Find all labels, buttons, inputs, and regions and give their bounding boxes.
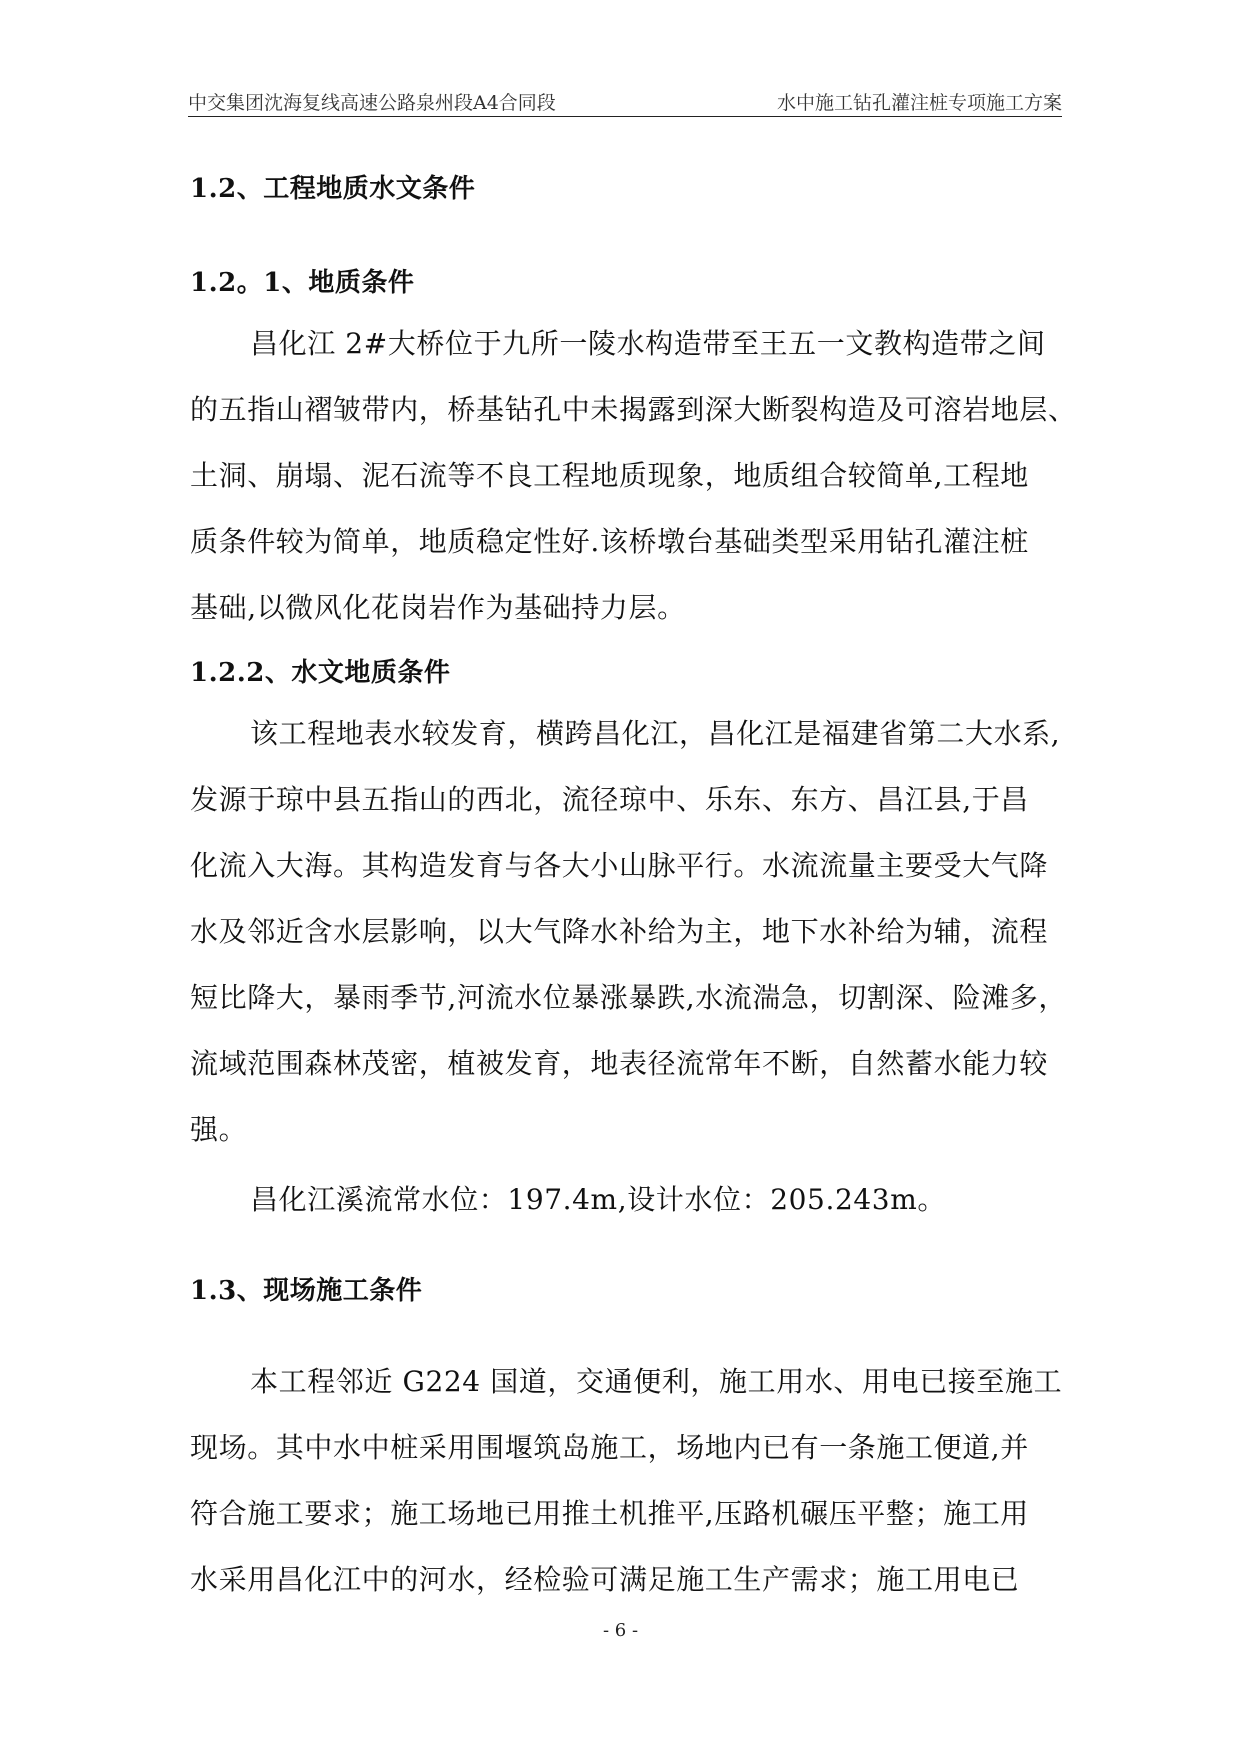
page-header xyxy=(188,86,1062,117)
paragraph-line: 水及邻近含水层影响，以大气降水补给为主，地下水补给为辅，流程 xyxy=(190,915,1049,948)
paragraph-line: 符合施工要求；施工场地已用推土机推平,压路机碾压平整；施工用 xyxy=(190,1497,1029,1530)
header-project-name: 中交集团沈海复线高速公路泉州段A4合同段 xyxy=(188,92,556,114)
paragraph-line: 该工程地表水较发育，横跨昌化江，昌化江是福建省第二大水系, xyxy=(250,717,1061,750)
paragraph-line: 质条件较为简单，地质稳定性好.该桥墩台基础类型采用钻孔灌注桩 xyxy=(190,525,1029,558)
paragraph-line: 的五指山褶皱带内，桥基钻孔中未揭露到深大断裂构造及可溶岩地层、 xyxy=(190,393,1077,426)
paragraph-line: 土洞、崩塌、泥石流等不良工程地质现象，地质组合较简单,工程地 xyxy=(190,459,1029,492)
paragraph-line: 本工程邻近 G224 国道，交通便利，施工用水、用电已接至施工 xyxy=(250,1365,1063,1398)
paragraph-line: 水采用昌化江中的河水，经检验可满足施工生产需求；施工用电已 xyxy=(190,1563,1020,1596)
section-heading-1-2: 1.2、工程地质水文条件 xyxy=(190,174,476,204)
section-heading-1-2-1: 1.2。1、地质条件 xyxy=(190,268,415,298)
paragraph-line: 现场。其中水中桩采用围堰筑岛施工，场地内已有一条施工便道,并 xyxy=(190,1431,1029,1464)
paragraph-line: 流域范围森林茂密，植被发育，地表径流常年不断，自然蓄水能力较 xyxy=(190,1047,1049,1080)
paragraph-line: 基础,以微风化花岗岩作为基础持力层。 xyxy=(190,591,686,624)
section-heading-1-3: 1.3、现场施工条件 xyxy=(190,1276,423,1306)
paragraph-line: 昌化江 2#大桥位于九所一陵水构造带至王五一文教构造带之间 xyxy=(250,327,1046,360)
paragraph-line: 发源于琼中县五指山的西北，流径琼中、乐东、东方、昌江县,于昌 xyxy=(190,783,1029,816)
header-document-title: 水中施工钻孔灌注桩专项施工方案 xyxy=(776,92,1062,114)
section-heading-1-2-2: 1.2.2、水文地质条件 xyxy=(190,658,451,688)
paragraph-line: 化流入大海。其构造发育与各大小山脉平行。水流流量主要受大气降 xyxy=(190,849,1049,882)
paragraph-line: 短比降大，暴雨季节,河流水位暴涨暴跌,水流湍急，切割深、险滩多， xyxy=(190,981,1068,1014)
paragraph-line: 强。 xyxy=(190,1113,248,1146)
water-level-line: 昌化江溪流常水位：197.4m,设计水位：205.243m。 xyxy=(250,1183,946,1216)
page-number: - 6 - xyxy=(602,1620,639,1641)
